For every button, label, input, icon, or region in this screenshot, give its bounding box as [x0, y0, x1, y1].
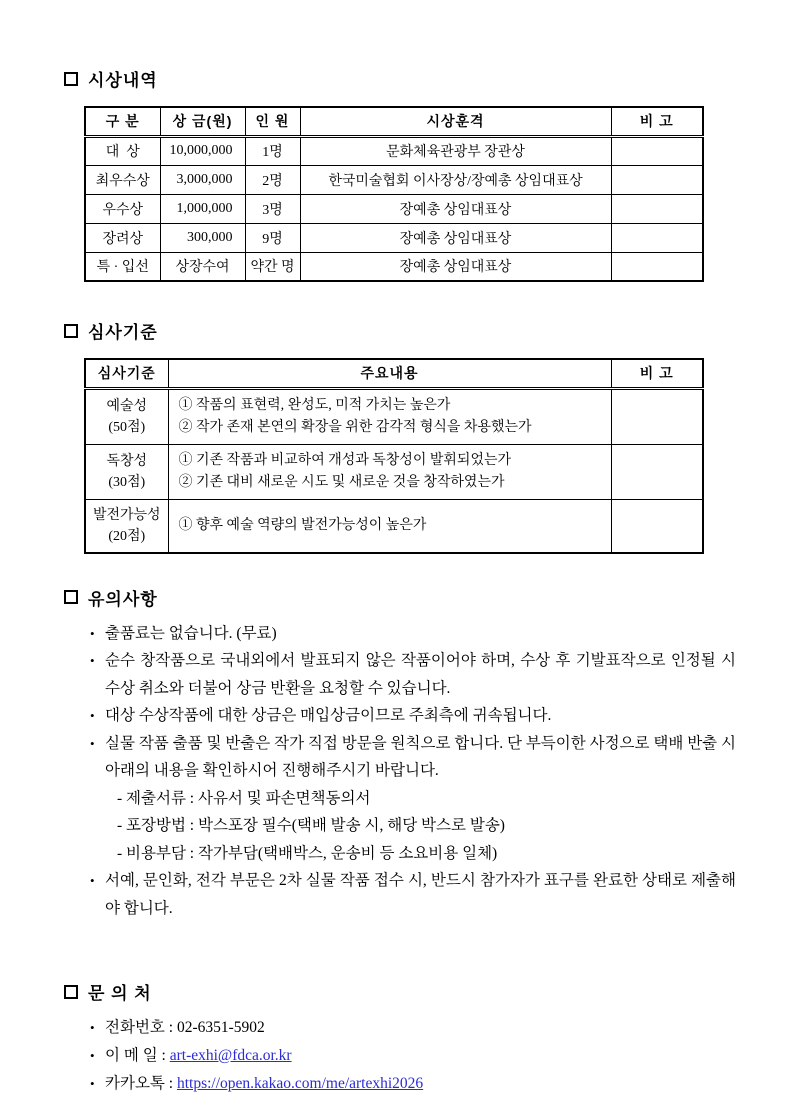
cell-honor: 문화체육관광부 장관상	[300, 136, 611, 165]
criterion-item: ② 기존 대비 새로운 시도 및 새로운 것을 창작하였는가	[178, 474, 505, 490]
cell-note	[611, 136, 703, 165]
criterion-item: ② 작가 존재 본연의 확장을 위한 감각적 형식을 차용했는가	[178, 419, 532, 435]
criterion-item: ① 작품의 표현력, 완성도, 미적 가치는 높은가	[178, 397, 451, 413]
phone-number: 02-6351-5902	[176, 1019, 265, 1036]
criteria-header-row	[85, 359, 703, 388]
section-heading-criteria	[64, 318, 738, 343]
section-awards	[64, 66, 738, 282]
section-heading-notes	[64, 585, 738, 610]
col-header-prize: 상 금(원)	[160, 107, 245, 136]
criterion-name: 발전가능성	[92, 507, 161, 523]
table-row	[85, 444, 703, 499]
cell-note	[611, 194, 703, 223]
col-header-honor: 시상훈격	[300, 107, 611, 136]
contact-item-phone	[88, 1014, 738, 1042]
section-notes	[64, 585, 738, 923]
section-title-contact: 문 의 처	[88, 984, 152, 1003]
cell-category: 장려상	[85, 223, 160, 252]
sub-list-item: - 포장방법 : 박스포장 필수(택배 발송 시, 해당 박스로 발송)	[117, 817, 505, 834]
cell-note	[611, 499, 703, 553]
email-link[interactable]: art-exhi@fdca.or.kr	[169, 1047, 292, 1064]
cell-content	[168, 499, 611, 553]
criterion-name: 독창성	[106, 453, 148, 469]
awards-table	[84, 106, 704, 282]
cell-honor: 장예총 상임대표상	[300, 252, 611, 281]
table-row	[85, 194, 703, 223]
cell-content	[168, 444, 611, 499]
checkbox-square-icon	[64, 590, 78, 604]
list-item	[88, 730, 736, 868]
section-title-criteria: 심사기준	[88, 323, 158, 342]
cell-category: 특 · 입선	[85, 252, 160, 281]
cell-note	[611, 223, 703, 252]
cell-count: 1명	[245, 136, 300, 165]
checkbox-square-icon	[64, 985, 78, 999]
col-header-content: 주요내용	[168, 359, 611, 388]
table-row	[85, 499, 703, 553]
awards-header-row	[85, 107, 703, 136]
cell-honor: 장예총 상임대표상	[300, 194, 611, 223]
list-item: • 서예, 문인화, 전각 부문은 2차 실물 작품 접수 시, 반드시 참가자가 표구를 완료한 상태로 제출해야 합니다.	[88, 867, 736, 922]
cell-count: 9명	[245, 223, 300, 252]
cell-count: 3명	[245, 194, 300, 223]
col-header-category: 구 분	[85, 107, 160, 136]
cell-prize: 10,000,000	[160, 136, 245, 165]
cell-count: 약간 명	[245, 252, 300, 281]
cell-note	[611, 165, 703, 194]
contact-label: 카카오톡 :	[105, 1075, 174, 1092]
criterion-score: (30점)	[108, 474, 146, 490]
criterion-name: 예술성	[106, 398, 148, 414]
cell-category: 최우수상	[85, 165, 160, 194]
cell-honor: 한국미술협회 이사장상/장예총 상임대표상	[300, 165, 611, 194]
section-heading-awards	[64, 66, 738, 91]
table-row	[85, 165, 703, 194]
criterion-item: ① 향후 예술 역량의 발전가능성이 높은가	[178, 517, 427, 533]
section-criteria	[64, 318, 738, 554]
col-header-note: 비 고	[611, 359, 703, 388]
table-row	[85, 223, 703, 252]
cell-note	[611, 252, 703, 281]
cell-prize: 3,000,000	[160, 165, 245, 194]
checkbox-square-icon	[64, 72, 78, 86]
cell-criterion	[85, 388, 168, 444]
cell-note	[611, 444, 703, 499]
criteria-table	[84, 358, 704, 554]
section-heading-contact	[64, 979, 738, 1004]
kakao-open-chat-link[interactable]: https://open.kakao.com/me/artexhi2026	[176, 1075, 424, 1092]
contact-label: 이 메 일 :	[105, 1047, 166, 1064]
section-title-awards: 시상내역	[88, 71, 158, 90]
cell-criterion	[85, 499, 168, 553]
col-header-criterion: 심사기준	[85, 359, 168, 388]
cell-prize: 300,000	[160, 223, 245, 252]
cell-honor: 장예총 상임대표상	[300, 223, 611, 252]
criterion-score: (50점)	[108, 419, 146, 435]
col-header-count: 인 원	[245, 107, 300, 136]
cell-category: 우수상	[85, 194, 160, 223]
sub-list-item: - 비용부담 : 작가부담(택배박스, 운송비 등 소요비용 일체)	[117, 844, 498, 862]
criterion-score: (20점)	[108, 528, 146, 544]
notes-list	[88, 620, 736, 923]
section-contact	[64, 979, 738, 1098]
table-row	[85, 388, 703, 444]
cell-note	[611, 388, 703, 444]
col-header-note: 비 고	[611, 107, 703, 136]
table-row	[85, 136, 703, 165]
cell-prize: 1,000,000	[160, 194, 245, 223]
cell-prize: 상장수여	[160, 252, 245, 281]
contact-item-kakao	[88, 1070, 738, 1098]
list-item-text: 실물 작품 출품 및 반출은 작가 직접 방문을 원칙으로 합니다. 단 부득이한 사정으로 택배 반출 시 아래의 내용을 확인하시어 진행해주시기 바랍니다.	[105, 734, 736, 779]
cell-criterion	[85, 444, 168, 499]
cell-content	[168, 388, 611, 444]
contact-item-email	[88, 1042, 738, 1070]
cell-category: 대 상	[85, 136, 160, 165]
sub-list-item: - 제출서류 : 사유서 및 파손면책동의서	[117, 789, 371, 807]
table-row	[85, 252, 703, 281]
contact-label: 전화번호 :	[105, 1019, 174, 1036]
cell-count: 2명	[245, 165, 300, 194]
list-item: • 순수 창작품으로 국내외에서 발표되지 않은 작품이어야 하며, 수상 후 기발표작으로 인정될 시 수상 취소와 더불어 상금 반환을 요청할 수 있습니다.	[88, 647, 736, 702]
list-item: • 대상 수상작품에 대한 상금은 매입상금이므로 주최측에 귀속됩니다.	[88, 702, 736, 730]
contact-list	[88, 1014, 738, 1098]
list-item: • 출품료는 없습니다. (무료)	[88, 620, 736, 648]
criterion-item: ① 기존 작품과 비교하여 개성과 독창성이 발휘되었는가	[178, 452, 512, 468]
checkbox-square-icon	[64, 324, 78, 338]
section-title-notes: 유의사항	[88, 589, 158, 609]
